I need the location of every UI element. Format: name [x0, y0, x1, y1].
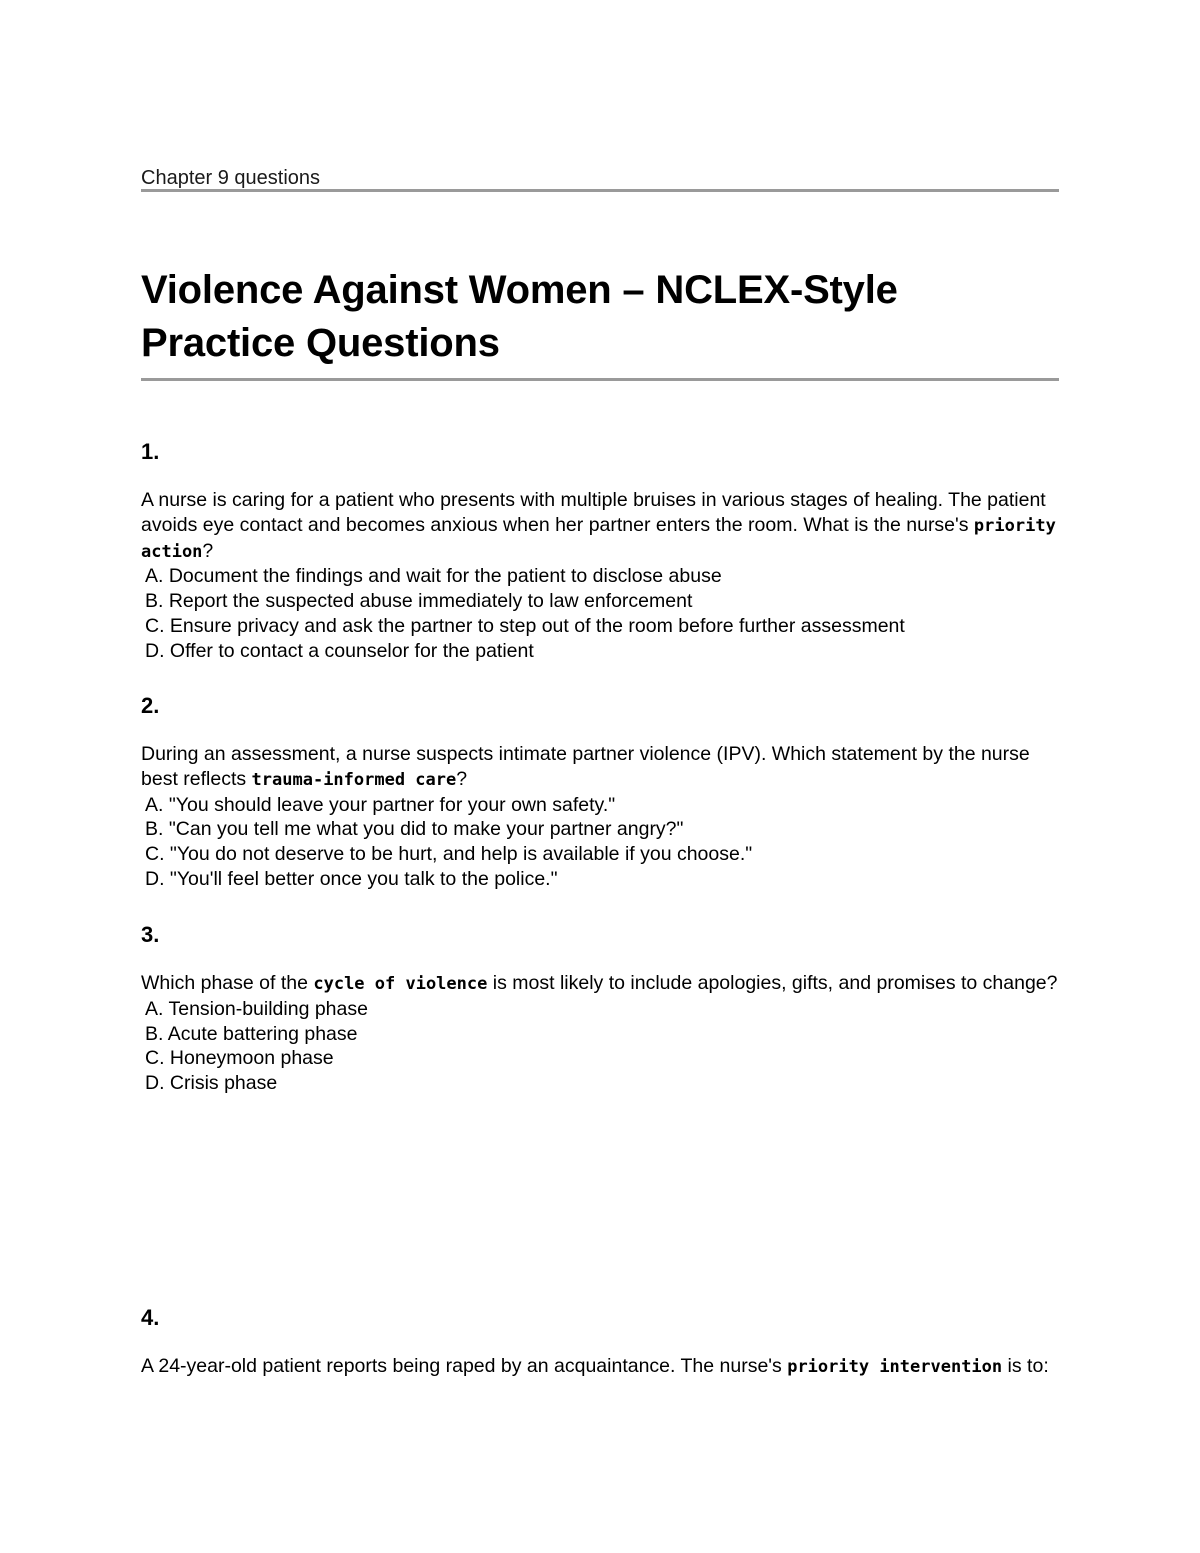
stem-text-end: is to:: [1002, 1355, 1049, 1377]
question-number: 3.: [141, 922, 160, 947]
answer-options: [141, 997, 1059, 1096]
question-stem: [141, 488, 1059, 564]
chapter-label: Chapter 9 questions: [141, 167, 321, 189]
header-divider: [141, 189, 1059, 192]
document-title: [141, 264, 1059, 370]
option-b: B. Report the suspected abuse immediately to law enforcement: [145, 590, 693, 613]
answer-options: [141, 564, 1059, 663]
stem-emphasis: priority intervention: [787, 1357, 1003, 1377]
option-c: C. Ensure privacy and ask the partner to step out of the room before further assessment: [145, 614, 905, 637]
option-a: A. Tension-building phase: [145, 997, 368, 1020]
option-c: C. Honeymoon phase: [145, 1047, 334, 1070]
stem-emphasis: cycle of violence: [313, 974, 488, 994]
question-2: [141, 692, 1059, 892]
question-3: [141, 921, 1059, 1096]
stem-text: Which phase of the: [141, 972, 314, 994]
option-d: D. "You'll feel better once you talk to the police.": [145, 867, 558, 890]
title-divider: [141, 378, 1059, 381]
question-1: [141, 438, 1059, 664]
option-a: A. Document the findings and wait for the patient to disclose abuse: [145, 565, 722, 588]
option-c: C. "You do not deserve to be hurt, and help is available if you choose.": [145, 843, 753, 866]
option-d: D. Offer to contact a counselor for the patient: [145, 639, 534, 662]
stem-text-end: ?: [456, 767, 468, 790]
stem-text: During an assessment, a nurse suspects intimate partner violence (IPV). Which statement by the nurse best reflects: [141, 743, 1030, 790]
title-line-2: Practice Questions: [141, 321, 500, 365]
stem-text: A nurse is caring for a patient who presents with multiple bruises in various stages of healing. The patient avoids eye contact and becomes anxious when her partner enters the room. What is the nurse's: [141, 489, 1046, 536]
answer-options: [141, 793, 1059, 892]
option-d: D. Crisis phase: [145, 1072, 278, 1095]
question-number: 1.: [141, 439, 160, 464]
option-b: B. "Can you tell me what you did to make your partner angry?": [145, 818, 684, 841]
question-number: 2.: [141, 693, 160, 718]
stem-text: A 24-year-old patient reports being raped by an acquaintance. The nurse's: [141, 1355, 788, 1377]
question-number: 4.: [141, 1305, 160, 1330]
stem-text-end: is most likely to include apologies, gifts, and promises to change?: [487, 972, 1058, 994]
option-b: B. Acute battering phase: [145, 1022, 358, 1045]
title-line-1: Violence Against Women – NCLEX-Style: [141, 268, 898, 312]
stem-text-end: ?: [202, 539, 214, 562]
question-stem: [141, 971, 1059, 997]
stem-emphasis: priority action: [141, 515, 1056, 562]
stem-emphasis: trauma-informed care: [251, 769, 457, 790]
question-stem: [141, 1354, 1059, 1380]
question-4: [141, 1304, 1059, 1380]
option-a: A. "You should leave your partner for your own safety.": [145, 793, 616, 816]
question-stem: [141, 742, 1059, 793]
